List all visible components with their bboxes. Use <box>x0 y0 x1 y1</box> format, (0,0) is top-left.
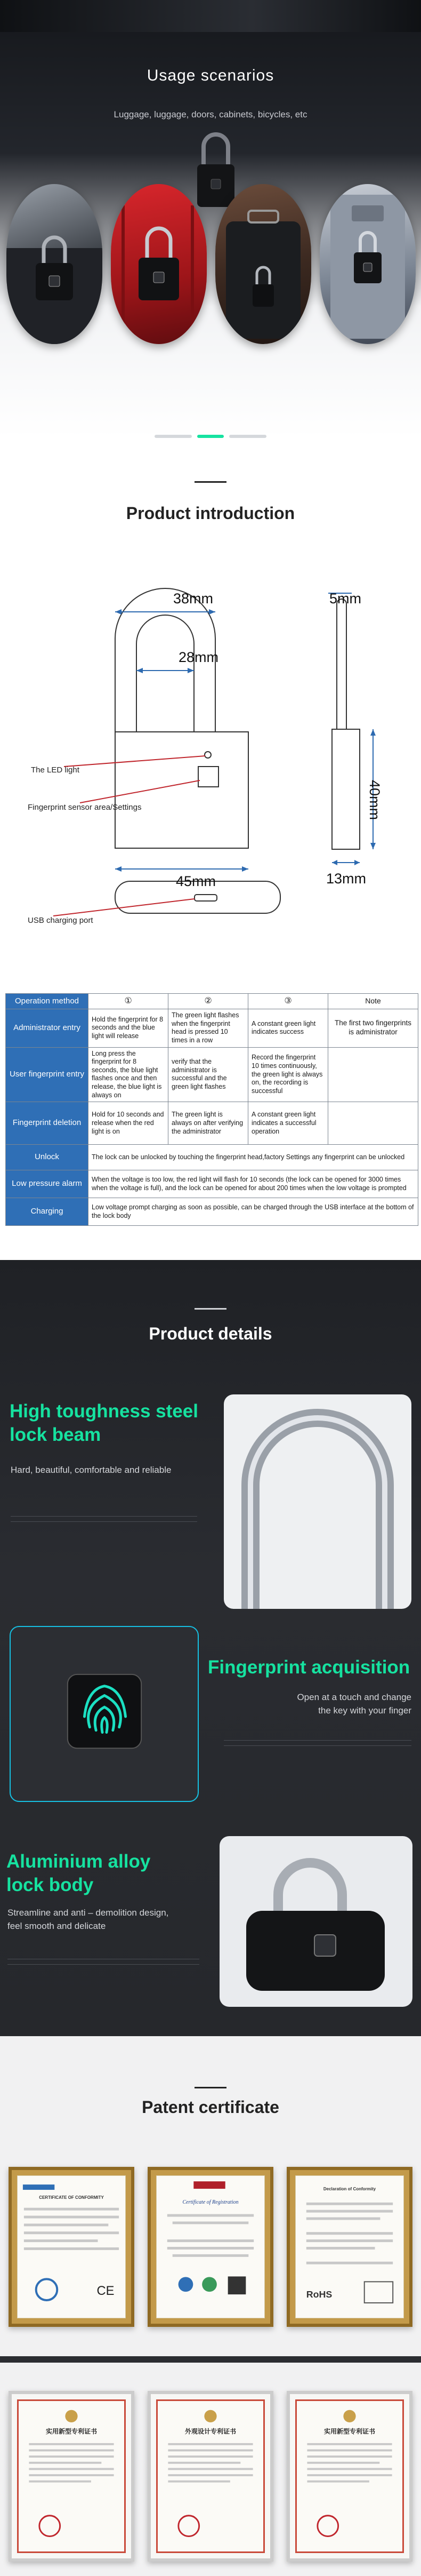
cert-top-1-title: CERTIFICATE OF CONFORMITY <box>39 2195 104 2200</box>
feature1-title <box>10 1400 198 1447</box>
patent-section <box>0 2036 421 2576</box>
row-cell: The green light flashes when the fingerprint head is pressed 10 times in a row <box>168 1009 248 1048</box>
table-header-label: Operation method <box>6 994 88 1009</box>
usage-title: Usage scenarios <box>147 67 274 84</box>
feature1-photo <box>224 1394 411 1609</box>
row-cell: The first two fingerprints is administrator <box>328 1009 418 1048</box>
feature3-title-line2: lock body <box>6 1874 94 1895</box>
row-label: Unlock <box>6 1145 88 1170</box>
row-cell: Record the fingerprint 10 times continuously, the green light is always on, the recording is successful <box>248 1047 328 1102</box>
feature1-desc: Hard, beautiful, comfortable and reliable <box>11 1465 172 1475</box>
table-row <box>6 1047 418 1102</box>
scene-gallery <box>0 184 421 355</box>
patent-dash <box>195 2087 226 2088</box>
certificate-declaration <box>287 2167 412 2327</box>
row-cell <box>328 1047 418 1102</box>
row-cell: Long press the fingerprint for 8 seconds, the blue light flashes once and then release, the blue light is always on <box>88 1047 168 1102</box>
patent-separator <box>0 2356 421 2363</box>
dim-shackle-thickness: 5mm <box>329 591 361 607</box>
scene-suitcase <box>215 184 311 344</box>
cert-top-2-title: Certificate of Registration <box>182 2199 239 2205</box>
scene-backpack <box>6 184 102 344</box>
dim-body-depth: 13mm <box>326 871 367 887</box>
table-row <box>6 1198 418 1226</box>
table-row <box>6 1102 418 1145</box>
intro-dash <box>195 481 226 483</box>
row-label: User fingerprint entry <box>6 1047 88 1102</box>
row-cell: A constant green light indicates success <box>248 1009 328 1048</box>
feature1-title-line1: High toughness steel <box>10 1401 198 1422</box>
table-row <box>6 1009 418 1048</box>
row-cell: Hold the fingerprint for 8 seconds and the blue light will release <box>88 1009 168 1048</box>
row-cell: verify that the administrator is successful and the green light flashes <box>168 1047 248 1102</box>
feature3-desc-line1: Streamline and anti – demolition design, <box>7 1908 169 1918</box>
table-row <box>6 1170 418 1198</box>
feature2-desc-line1: Open at a touch and change <box>297 1692 411 1702</box>
feature1-title-line2: lock beam <box>10 1424 101 1445</box>
row-label: Low pressure alarm <box>6 1170 88 1198</box>
feature3-desc <box>7 1907 168 1933</box>
row-cell: The lock can be unlocked by touching the fingerprint head,factory Settings any fingerprint can be unlocked <box>88 1145 418 1170</box>
dim-shackle-inner: 28mm <box>179 649 219 665</box>
feature3-photo <box>220 1836 412 2007</box>
scene-locker <box>320 184 416 344</box>
svg-text:CE: CE <box>96 2284 115 2299</box>
table-header-col3: ③ <box>248 994 328 1009</box>
feature3-title-line1: Aluminium alloy <box>6 1851 151 1872</box>
feature2-title: Fingerprint acquisition <box>208 1657 410 1678</box>
details-section <box>0 1260 421 2036</box>
callout-usb: USB charging port <box>28 916 93 925</box>
patent-title: Patent certificate <box>142 2098 279 2117</box>
section-divider <box>0 435 421 438</box>
row-label: Fingerprint deletion <box>6 1102 88 1145</box>
dim-body-width: 45mm <box>176 873 216 889</box>
dim-body-height: 40mm <box>367 780 383 820</box>
usage-subtitle: Luggage, luggage, doors, cabinets, bicycles, etc <box>114 109 307 119</box>
callout-sensor: Fingerprint sensor area/Settings <box>28 803 142 812</box>
dim-shackle-outer: 38mm <box>173 591 214 607</box>
row-label: Charging <box>6 1198 88 1226</box>
table-header-col1: ① <box>88 994 168 1009</box>
table-header-row <box>6 994 418 1009</box>
certificate-conformity <box>9 2167 134 2327</box>
feature3-desc-line2: feel smooth and delicate <box>7 1920 106 1931</box>
details-dash <box>195 1308 226 1310</box>
table-header-col4: Note <box>328 994 418 1009</box>
row-cell: A constant green light indicates a successful operation <box>248 1102 328 1145</box>
patent-certificate-1 <box>9 2391 134 2562</box>
intro-section <box>0 438 421 1260</box>
patent-certificate-3 <box>287 2391 412 2562</box>
cert-bottom-3-title: 实用新型专利证书 <box>323 2428 375 2435</box>
certificate-registration <box>148 2167 273 2327</box>
cert-top-3-title: Declaration of Conformity <box>323 2187 376 2191</box>
dimension-diagram <box>0 543 421 927</box>
usage-header-band <box>0 0 421 32</box>
cert-bottom-1-title: 实用新型专利证书 <box>45 2428 97 2435</box>
row-cell: The green light is always on after verifying the administrator <box>168 1102 248 1145</box>
row-cell: Hold for 10 seconds and release when the red light is on <box>88 1102 168 1145</box>
cert-bottom-2-title: 外观设计专利证书 <box>184 2428 236 2435</box>
svg-text:RoHS: RoHS <box>306 2289 333 2300</box>
details-title: Product details <box>149 1324 272 1343</box>
callout-led: The LED light <box>31 765 79 775</box>
intro-title: Product introduction <box>126 504 295 523</box>
feature2-desc-line2: the key with your finger <box>318 1705 411 1716</box>
row-cell: Low voltage prompt charging as soon as possible, can be charged through the USB interface at the bottom of the lock body <box>88 1198 418 1226</box>
operation-table <box>5 993 418 1226</box>
row-label: Administrator entry <box>6 1009 88 1048</box>
table-row <box>6 1145 418 1170</box>
scene-red-cabinet <box>111 184 207 344</box>
table-header-col2: ② <box>168 994 248 1009</box>
row-cell <box>328 1102 418 1145</box>
feature2-desc <box>0 1691 411 1717</box>
usage-section <box>0 0 421 437</box>
row-cell: When the voltage is too low, the red light will flash for 10 seconds (the lock can be opened for 3000 times when the voltage is full), and the lock can be opened for about 200 times when the low voltage is prompted <box>88 1170 418 1198</box>
feature3-title <box>6 1850 150 1897</box>
patent-certificate-2 <box>148 2391 273 2562</box>
